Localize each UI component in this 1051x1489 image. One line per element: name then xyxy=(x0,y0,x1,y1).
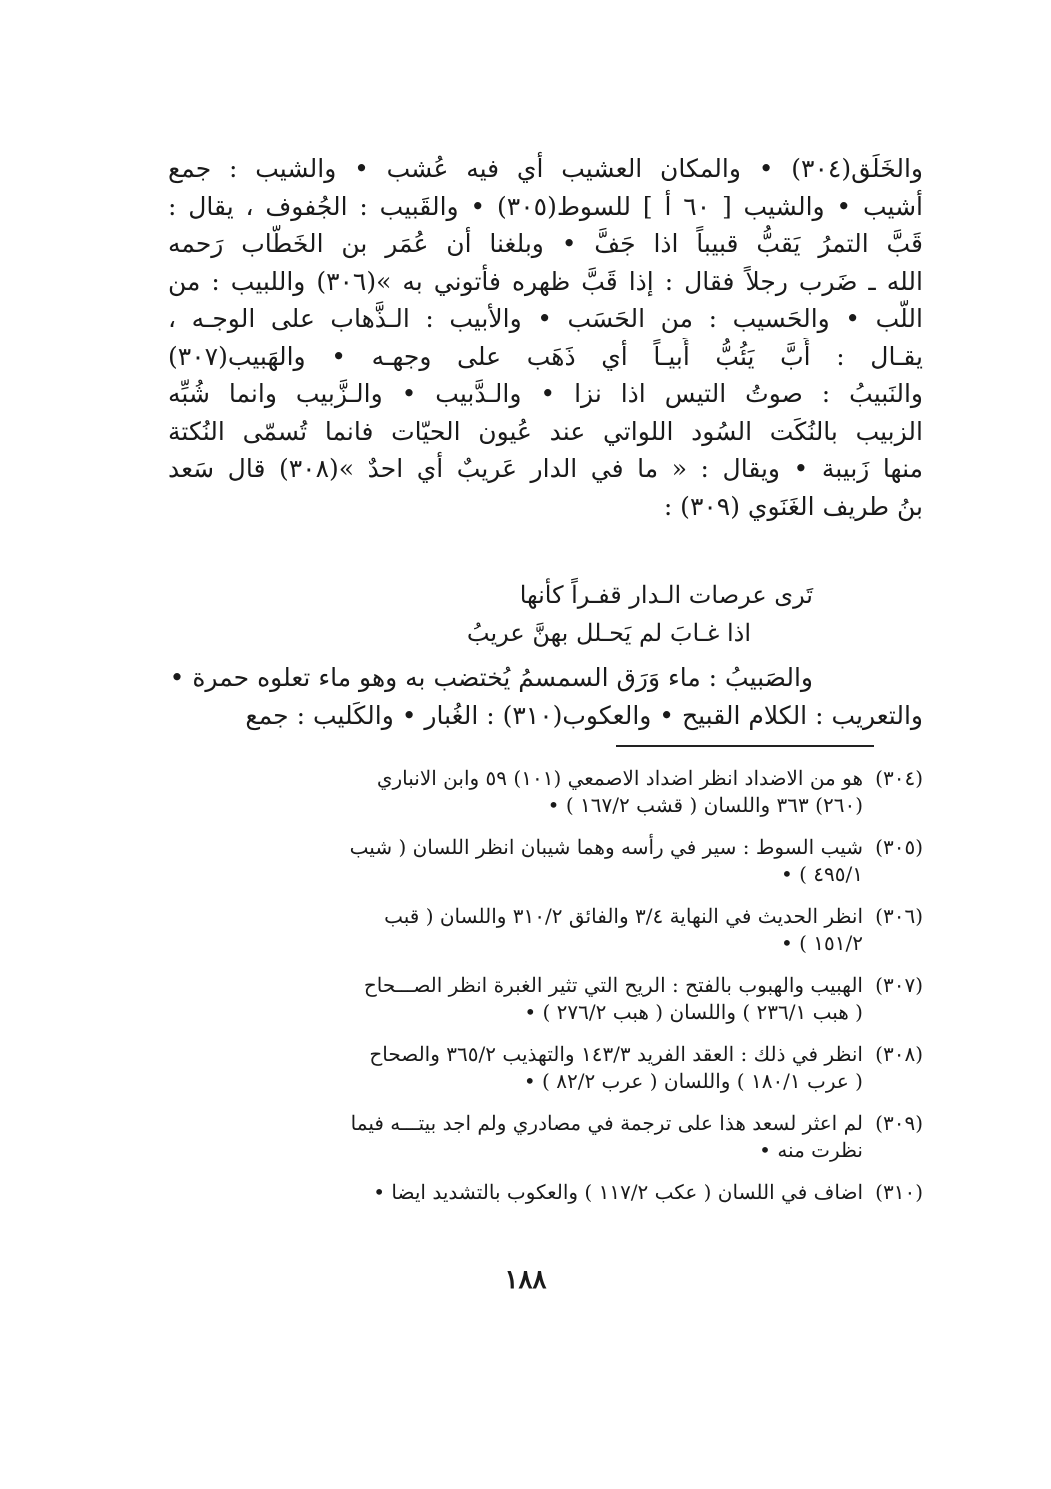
footnote-line: ( عرب ١٨٠/١ ) واللسان ( عرب ٨٢/٢ ) • xyxy=(523,1069,863,1093)
footnote-number: (٣٠٥) xyxy=(875,835,923,859)
page-number: ١٨٨ xyxy=(504,1265,547,1295)
footnote-line: الهبيب والهبوب بالفتح : الريح التي تثير الغبرة انظر الصـــحاح xyxy=(363,973,863,997)
main-text-line: الله ـ ضَرب رجلاً فقال : إذا قَبَّ ظهره فأتوني به »(٣٠٦) واللبيب : من xyxy=(168,266,923,296)
footnote xyxy=(178,972,923,1026)
poem-verse-first-hemistich: تَرى عرصات الـدار قفـراً كأنها xyxy=(519,581,813,609)
footnote-line: لم اعثر لسعد هذا على ترجمة في مصادري ولم اجد بيتـــه فيما xyxy=(350,1111,863,1135)
footnote xyxy=(178,834,923,888)
main-text-line: والخَلَق(٣٠٤) • والمكان العشيب أي فيه عُشب • والشيب : جمع xyxy=(168,154,923,183)
footnote-text xyxy=(178,972,863,1026)
footnote-text xyxy=(178,1110,863,1164)
main-text-line: والنَبيبُ : صوتُ التيس اذا نزا • والـدَّبيب • والـزَّبيب وانما شُبِّه xyxy=(168,379,923,408)
main-text-line: الزبيب بالنُكَت السُود اللواتي عند عُيون الحيّات فانما تُسمّى النُكتة xyxy=(168,416,923,446)
footnote-number: (٣٠٩) xyxy=(875,1111,923,1135)
footnote-number: (٣٠٦) xyxy=(875,904,923,928)
footnote xyxy=(178,903,923,957)
footnote-line: انظر في ذلك : العقد الفريد ١٤٣/٣ والتهذيب ٣٦٥/٢ والصحاح xyxy=(369,1042,863,1066)
footnote-line: اضاف في اللسان ( عكب ١١٧/٢ ) والعكوب بالتشديد ايضا • xyxy=(373,1180,863,1204)
footnote xyxy=(178,1041,923,1095)
footnote-number: (٣١٠) xyxy=(875,1180,923,1204)
footnote-line: ١٥١/٢ ) • xyxy=(780,931,863,955)
footnote-text xyxy=(178,1041,863,1095)
footnote-line: انظر الحديث في النهاية ٣/٤ والفائق ٣١٠/٢ واللسان ( قبب xyxy=(384,904,863,928)
footnote xyxy=(178,765,923,819)
continuation-text-block xyxy=(168,659,923,735)
footnote-number: (٣٠٤) xyxy=(875,766,923,790)
main-text-line: يقـال : أَبَّ يَئُبُّ أَبيـاً أي ذَهَب على وجهـه • والهَبيب(٣٠٧) xyxy=(168,341,923,371)
footnotes-section xyxy=(178,765,923,1221)
footnote-line: نظرت منه • xyxy=(759,1138,863,1162)
main-text-line: قَبَّ التمرُ يَقبُّ قبيباً اذا جَفَّ • وبلغنا أن عُمَر بن الخَطّاب رَحمه xyxy=(168,229,923,258)
footnote-text xyxy=(178,1179,863,1206)
footnote-number: (٣٠٧) xyxy=(875,973,923,997)
main-text-line: اللُّب • والحَسيب : من الحَسَب • والأبيب : الـذَّهاب على الوجـه ، xyxy=(168,304,923,333)
footnote-line: ( هبب ٢٣٦/١ ) واللسان ( هبب ٢٧٦/٢ ) • xyxy=(524,1000,863,1024)
footnote-divider xyxy=(616,745,874,747)
continuation-line: والصَبيبُ : ماء وَرَق السمسمُ يُختضب به وهو ماء تعلوه حمرة • xyxy=(169,663,813,692)
footnote-line: هو من الاضداد انظر اضداد الاصمعي (١٠١) ٥٩ وابن الانباري xyxy=(376,766,863,790)
continuation-line: والتعريب : الكلام القبيح • والعكوب(٣١٠) : الغُبار • والكَليب : جمع xyxy=(245,701,923,730)
footnote-line: شيب السوط : سير في رأسه وهما شيبان انظر اللسان ( شيب xyxy=(349,835,863,859)
poem-verse-second-hemistich: اذا غـابَ لم يَحـلل بهنَّ عريبُ xyxy=(466,619,751,647)
footnote-number: (٣٠٨) xyxy=(875,1042,923,1066)
main-text-line: منها زَبيبة • ويقال : « ما في الدار عَريبٌ أي احدٌ »(٣٠٨) قال سَعد xyxy=(168,454,923,483)
footnote-line: ٤٩٥/١ ) • xyxy=(780,862,863,886)
main-text-line: أشيب • والشيب [ ٦٠ أ ] للسوط(٣٠٥) • والقَبيب : الجُفوف ، يقال : xyxy=(168,191,923,221)
footnote-text xyxy=(178,903,863,957)
footnote xyxy=(178,1110,923,1164)
footnote xyxy=(178,1179,923,1206)
footnote-text xyxy=(178,834,863,888)
main-text-block xyxy=(168,150,923,525)
footnote-text xyxy=(178,765,863,819)
footnote-line: (٢٦٠) ٣٦٣ واللسان ( قشب ١٦٧/٢ ) • xyxy=(547,793,863,817)
main-text-line: بنُ طريف الغَنَوي (٣٠٩) : xyxy=(663,491,923,521)
